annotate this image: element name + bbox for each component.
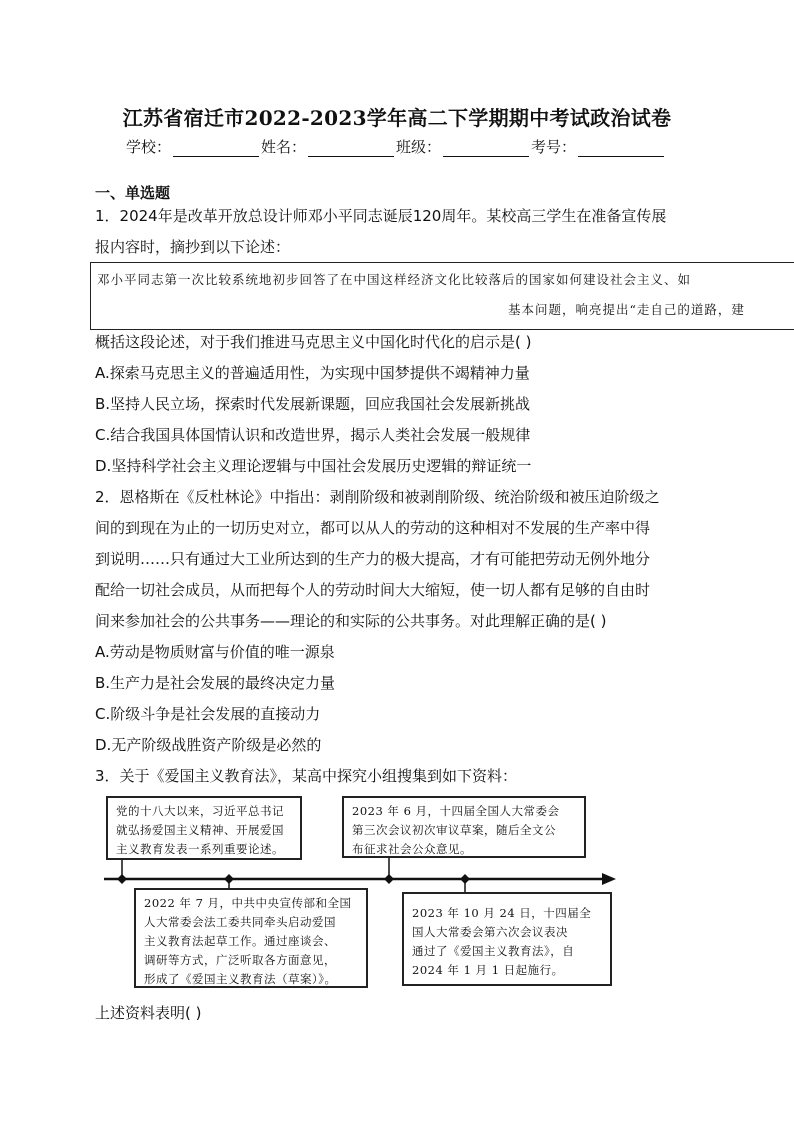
class-blank <box>443 140 529 157</box>
exam-title: 江苏省宿迁市2022-2023学年高二下学期期中考试政治试卷 <box>122 106 672 130</box>
name-label: 姓名： <box>261 138 307 156</box>
timeline-box-1-line: 就弘扬爱国主义精神、开展爱国 <box>116 823 284 837</box>
school-label: 学校： <box>126 138 172 156</box>
timeline-box-2-line: 布征求社会公众意见。 <box>352 842 472 856</box>
q1-quote-line1: 邓小平同志第一次比较系统地初步回答了在中国这样经济文化比较落后的国家如何建设社会主义、如 <box>97 272 692 287</box>
timeline-arrow-head <box>602 873 616 885</box>
q1-quote-line2: 基本问题，响亮提出“走自己的道路，建 <box>508 302 745 317</box>
timeline-node-1 <box>117 874 127 884</box>
school-blank <box>173 140 259 157</box>
q1-option-d: D.坚持科学社会主义理论逻辑与中国社会发展历史逻辑的辩证统一 <box>95 457 532 475</box>
q2-option-c: C.阶级斗争是社会发展的直接动力 <box>95 705 321 723</box>
q3-stem: 3．关于《爱国主义教育法》，某高中探究小组搜集到如下资料： <box>95 767 518 785</box>
q1-option-b: B.坚持人民立场，探索时代发展新课题，回应我国社会发展新挑战 <box>95 395 531 413</box>
q2-option-a: A.劳动是物质财富与价值的唯一源泉 <box>95 643 335 661</box>
timeline-box-3-line: 形成了《爱国主义教育法（草案）》。 <box>144 972 337 986</box>
exam-number-blank <box>578 140 664 157</box>
timeline-box-3-line: 人大常委会法工委共同牵头启动爱国 <box>144 915 336 929</box>
timeline-box-2-line: 第三次会议初次审议草案，随后全文公 <box>352 823 556 837</box>
q2-stem-line2: 间的到现在为止的一切历史对立，都可以从人的劳动的这种相对不发展的生产率中得 <box>95 519 651 537</box>
timeline-node-2 <box>224 874 234 884</box>
exam-number-label: 考号： <box>531 138 577 156</box>
section-title: 一、单选题 <box>95 184 171 202</box>
timeline-box-4-line: 国人大常委会第六次会议表决 <box>412 925 568 939</box>
q2-stem-line3: 到说明……只有通过大工业所达到的生产力的极大提高，才有可能把劳动无例外地分 <box>95 550 651 568</box>
timeline-box-3-line: 主义教育法起草工作。通过座谈会、 <box>144 934 336 948</box>
timeline-box-1 <box>106 796 302 860</box>
q1-option-c: C.结合我国具体国情认识和改造世界，揭示人类社会发展一般规律 <box>95 426 531 444</box>
q2-stem-line1: 2．恩格斯在《反杜林论》中指出：剥削阶级和被剥削阶级、统治阶级和被压迫阶级之 <box>95 488 660 506</box>
timeline-box-4 <box>402 892 612 986</box>
student-info-row <box>126 136 666 157</box>
name-blank <box>308 140 394 157</box>
q1-option-a: A.探索马克思主义的普遍适用性，为实现中国梦提供不竭精神力量 <box>95 364 530 382</box>
q2-stem-line5: 间来参加社会的公共事务——理论的和实际的公共事务。对此理解正确的是( ) <box>95 612 607 630</box>
q1-stem-line1: 1．2024年是改革开放总设计师邓小平同志诞辰120周年。某校高三学生在准备宣传展 <box>95 207 667 225</box>
q2-option-d: D.无产阶级战胜资产阶级是必然的 <box>95 736 322 754</box>
q2-option-b: B.生产力是社会发展的最终决定力量 <box>95 674 336 692</box>
q1-question: 概括这段论述，对于我们推进马克思主义中国化时代化的启示是( ) <box>95 333 532 351</box>
timeline-box-4-line: 2024 年 1 月 1 日起施行。 <box>412 963 564 977</box>
timeline-box-3-line: 调研等方式，广泛听取各方面意见， <box>144 953 336 967</box>
timeline-box-2-line: 2023 年 6 月，十四届全国人大常委会 <box>352 804 560 818</box>
timeline-box-1-line: 党的十八大以来，习近平总书记 <box>116 804 284 818</box>
timeline-box-4-line: 通过了《爱国主义教育法》，自 <box>412 944 575 958</box>
timeline-node-4 <box>460 874 470 884</box>
q3-question: 上述资料表明( ) <box>95 1004 202 1022</box>
q1-stem-line2: 报内容时，摘抄到以下论述： <box>95 238 291 256</box>
timeline-box-3-line: 2022 年 7 月，中共中央宣传部和全国 <box>144 896 352 910</box>
timeline-box-2 <box>342 796 586 858</box>
q2-stem-line4: 配给一切社会成员，从而把每个人的劳动时间大大缩短，使一切人都有足够的自由时 <box>95 581 651 599</box>
timeline-box-3 <box>134 888 368 988</box>
timeline-box-4-line: 2023 年 10 月 24 日，十四届全 <box>412 906 592 920</box>
timeline-node-3 <box>384 874 394 884</box>
timeline-box-1-line: 主义教育发表一系列重要论述。 <box>116 842 284 856</box>
class-label: 班级： <box>396 138 442 156</box>
